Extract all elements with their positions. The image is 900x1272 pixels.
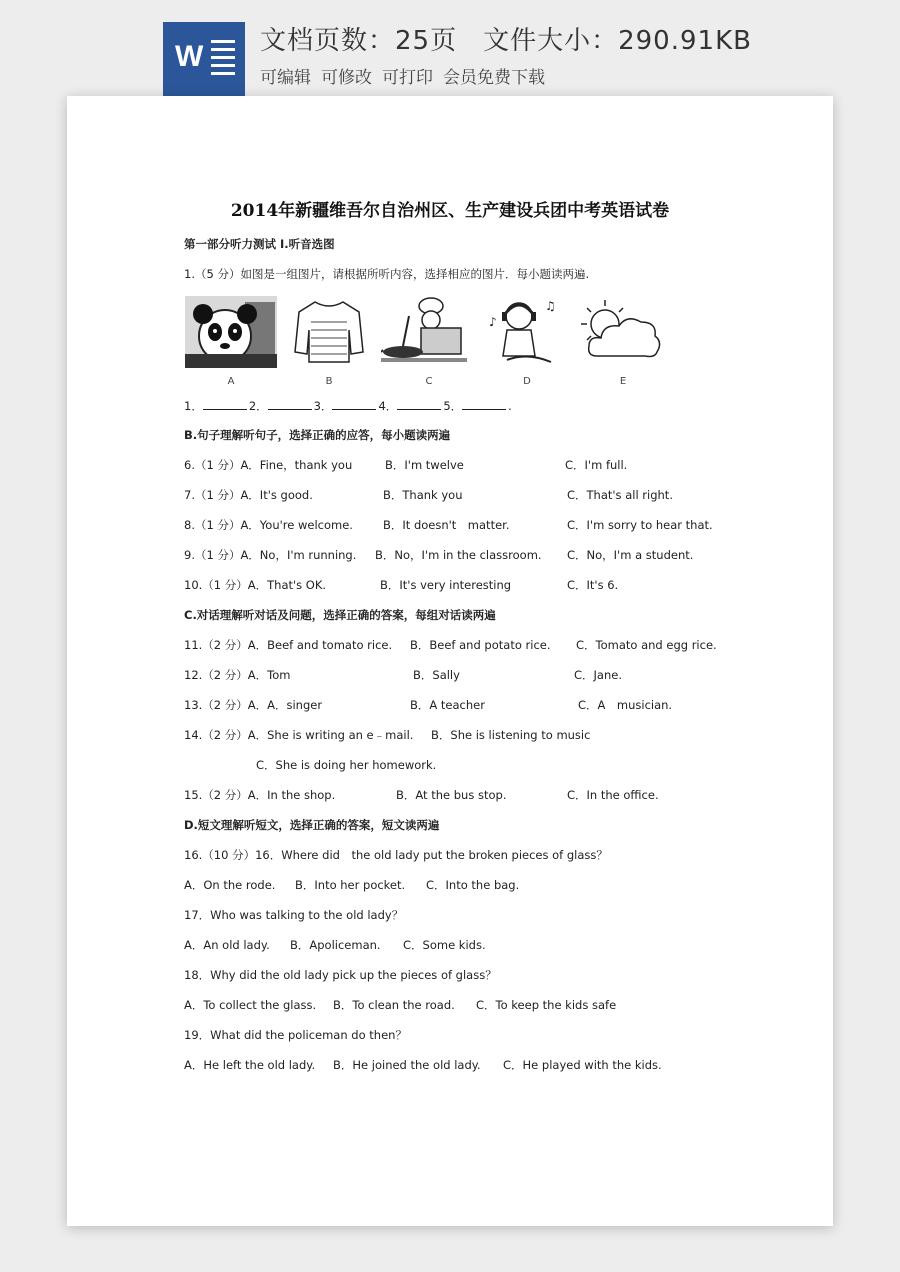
- question-18: 18．Why did the old lady pick up the pieces of glass？: [184, 968, 497, 982]
- picture-label-b: B: [325, 376, 333, 387]
- document-banner: [0, 0, 900, 96]
- feature-modifiable: 可修改: [321, 68, 372, 88]
- picture-label-c: C: [425, 376, 433, 387]
- sweater-picture: [293, 296, 365, 368]
- music-boy-picture: [487, 296, 559, 368]
- answer-blanks-1-5: 1． 2． 3． 4． 5． .: [184, 399, 512, 413]
- page-count: 文档页数：25页: [260, 26, 458, 56]
- picture-label-e: E: [619, 376, 627, 387]
- document-page: 2014年新疆维吾尔自治州区、生产建设兵团中考英语试卷 第一部分听力测试 I.听音选图 1.（5 分）如图是一组图片，请根据所听内容，选择相应的图片．每小题读两遍. ♪ ♫ A B C D E 1． 2． 3． 4． 5． . B.句子理解听句子，选择正确的应答，每小题读两遍 6.（1 分）A．Fine，thank you B．I'm twelve C．I'm full. 7.（1 分）A．It's good. B．Thank you C．That's all right. 8.（1 分）A．You're welcome. B．It doesn't matter. C．I'm sorry to hear that. 9.（1 分）A．No，I'm running. B．No，I'm in the classroom. C．No，I'm a student. 10.（1 分）A．That's OK. B．It's very interesting C．It's 6. C.对话理解听对话及问题，选择正确的答案，每组对话读两遍 11.（2 分）A．Beef and tomato rice. B．Beef and potato rice. C．Tomato and egg rice. 12.（2 分）A．Tom B．Sally C．Jane. 13.（2 分）A．A．singer B．A teacher C．A musician. 14.（2 分）A．She is writing an e﹣mail. B．She is listening to music C．She is doing her homework. 15.（2 分）A．In the shop. B．At the bus stop. C．In the office. D.短文理解听短文，选择正确的答案，短文读两遍 16.（10 分）16．Where did the old lady put the broken pieces of glass？ A．On the rode. B．Into her pocket. C．Into the bag. 17．Who was talking to the old lady？ A．An old lady. B．Apoliceman. C．Some kids. 18．Why did the old lady pick up the pieces of glass？ A．To collect the glass. B．To clean the road. C．To keep the kids safe 19．What did the policeman do then？ A．He left the old lady. B．He joined the old lady. C．He played with the kids.: [67, 96, 833, 1226]
- section-heading-b: B.句子理解听句子，选择正确的应答，每小题读两遍: [184, 428, 451, 442]
- question-1: 1.（5 分）如图是一组图片，请根据所听内容，选择相应的图片．每小题读两遍.: [184, 267, 590, 281]
- cooking-chef-picture: [381, 296, 467, 368]
- word-icon-letter: W: [175, 40, 204, 73]
- picture-label-d: D: [523, 376, 531, 387]
- feature-editable: 可编辑: [260, 68, 311, 88]
- svg-text:♪: ♪: [489, 315, 497, 329]
- svg-text:♫: ♫: [545, 299, 556, 313]
- feature-free-download: 会员免费下载: [443, 68, 545, 88]
- sunny-cloudy-picture: [577, 296, 663, 368]
- document-info: [260, 20, 778, 88]
- word-document-icon: [163, 22, 245, 96]
- picture-label-a: A: [227, 376, 235, 387]
- listening-pictures: [185, 296, 665, 388]
- document-title: 2014年新疆维吾尔自治州区、生产建设兵团中考英语试卷: [230, 201, 670, 221]
- section-heading-listening: 第一部分听力测试 I.听音选图: [184, 237, 335, 251]
- file-size: 文件大小：290.91KB: [483, 26, 752, 56]
- question-16: 16.（10 分）16．Where did the old lady put the broken pieces of glass？: [184, 848, 608, 862]
- feature-printable: 可打印: [382, 68, 433, 88]
- question-17: 17．Who was talking to the old lady？: [184, 908, 404, 922]
- panda-picture: [185, 296, 277, 368]
- question-19: 19．What did the policeman do then？: [184, 1028, 407, 1042]
- section-heading-c: C.对话理解听对话及问题，选择正确的答案，每组对话读两遍: [184, 608, 496, 622]
- section-heading-d: D.短文理解听短文，选择正确的答案，短文读两遍: [184, 818, 440, 832]
